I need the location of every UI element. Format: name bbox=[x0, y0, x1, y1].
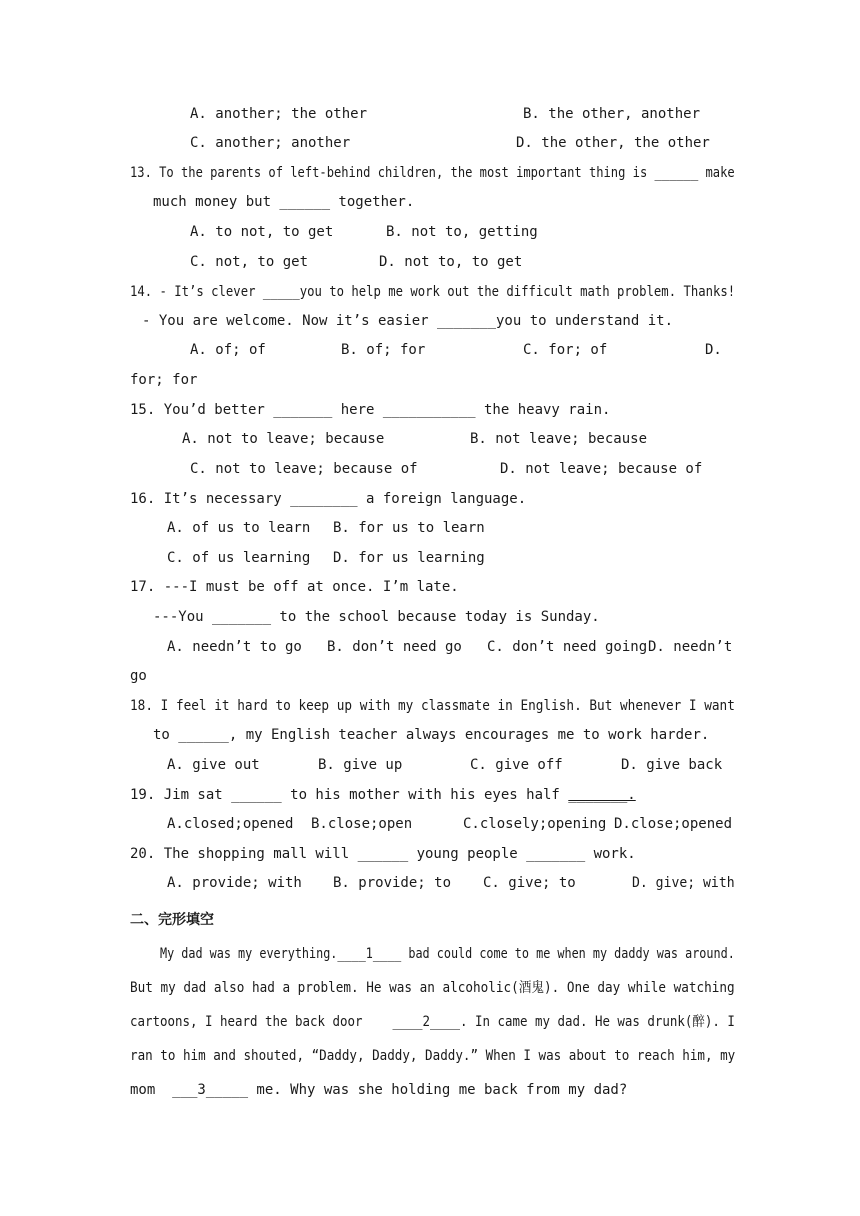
q20-option-b: B. provide; to bbox=[333, 875, 452, 891]
q14-option-d: D. bbox=[705, 342, 722, 358]
cloze-paragraph-line2: But my dad also had a problem. He was an alcoholic(酒鬼). One day while watching bbox=[130, 980, 735, 996]
q17-option-d: D. needn’t bbox=[648, 639, 733, 655]
q17-option-c: C. don’t need going bbox=[487, 639, 648, 655]
q20-option-a: A. provide; with bbox=[167, 875, 302, 891]
q19-stem-blank: _______. bbox=[568, 787, 636, 803]
q12-option-c: C. another; another bbox=[190, 135, 351, 151]
q20-option-d: D. give; with bbox=[632, 875, 735, 891]
q14-option-c: C. for; of bbox=[523, 342, 608, 358]
q17-option-a: A. needn’t to go bbox=[167, 639, 302, 655]
q18-option-b: B. give up bbox=[318, 757, 403, 773]
q20-stem: 20. The shopping mall will ______ young people _______ work. bbox=[130, 846, 636, 862]
q15-option-a: A. not to leave; because bbox=[182, 431, 385, 447]
q16-option-d: D. for us learning bbox=[333, 550, 485, 566]
q19-option-b: B.close;open bbox=[311, 816, 413, 832]
q13-option-a: A. to not, to get bbox=[190, 224, 334, 240]
q17-option-d-continued: go bbox=[130, 668, 147, 684]
q18-option-d: D. give back bbox=[621, 757, 723, 773]
q19-option-c: C.closely;opening bbox=[463, 816, 607, 832]
q14-option-b: B. of; for bbox=[341, 342, 426, 358]
q12-option-a: A. another; the other bbox=[190, 106, 368, 122]
cloze-paragraph-line4: ran to him and shouted, “Daddy, Daddy, Daddy.” When I was about to reach him, my bbox=[130, 1048, 736, 1064]
q14-option-a: A. of; of bbox=[190, 342, 266, 358]
cloze-paragraph-line3: cartoons, I heard the back door ____2____. In came my dad. He was drunk(醉). I bbox=[130, 1014, 735, 1030]
q19-option-a: A.closed;opened bbox=[167, 816, 294, 832]
q17-option-b: B. don’t need go bbox=[327, 639, 462, 655]
q14-stem-line2: - You are welcome. Now it’s easier _______you to understand it. bbox=[142, 313, 674, 329]
q15-stem: 15. You’d better _______ here ___________ the heavy rain. bbox=[130, 402, 611, 418]
q13-stem-line1: 13. To the parents of left-behind children, the most important thing is ______ make bbox=[130, 165, 735, 181]
section-2-heading: 二、完形填空 bbox=[130, 912, 214, 928]
q13-option-d: D. not to, to get bbox=[379, 254, 523, 270]
q18-stem-line1: 18. I feel it hard to keep up with my classmate in English. But whenever I want bbox=[130, 698, 735, 714]
q19-option-d: D.close;opened bbox=[614, 816, 733, 832]
q13-option-b: B. not to, getting bbox=[386, 224, 538, 240]
cloze-paragraph-line5: mom ___3_____ me. Why was she holding me back from my dad? bbox=[130, 1082, 628, 1098]
q14-option-d-continued: for; for bbox=[130, 372, 198, 388]
q15-option-b: B. not leave; because bbox=[470, 431, 648, 447]
q18-option-c: C. give off bbox=[470, 757, 563, 773]
q17-stem-line2: ---You _______ to the school because today is Sunday. bbox=[153, 609, 600, 625]
q16-option-b: B. for us to learn bbox=[333, 520, 485, 536]
q17-stem-line1: 17. ---I must be off at once. I’m late. bbox=[130, 579, 459, 595]
q16-option-a: A. of us to learn bbox=[167, 520, 311, 536]
q16-stem: 16. It’s necessary ________ a foreign language. bbox=[130, 491, 527, 507]
q20-option-c: C. give; to bbox=[483, 875, 576, 891]
q19-stem bbox=[130, 786, 636, 804]
q16-option-c: C. of us learning bbox=[167, 550, 311, 566]
cloze-paragraph-line1: My dad was my everything.____1____ bad could come to me when my daddy was around. bbox=[160, 946, 735, 962]
q12-option-d: D. the other, the other bbox=[516, 135, 710, 151]
q18-option-a: A. give out bbox=[167, 757, 260, 773]
q13-option-c: C. not, to get bbox=[190, 254, 309, 270]
q19-stem-text: 19. Jim sat ______ to his mother with his eyes half bbox=[130, 787, 569, 803]
q15-option-c: C. not to leave; because of bbox=[190, 461, 418, 477]
q12-option-b: B. the other, another bbox=[523, 106, 701, 122]
q15-option-d: D. not leave; because of bbox=[500, 461, 703, 477]
q14-stem-line1: 14. - It’s clever _____you to help me work out the difficult math problem. Thanks! bbox=[130, 284, 736, 300]
q13-stem-line2: much money but ______ together. bbox=[153, 194, 415, 210]
q18-stem-line2: to ______, my English teacher always encourages me to work harder. bbox=[153, 727, 710, 743]
